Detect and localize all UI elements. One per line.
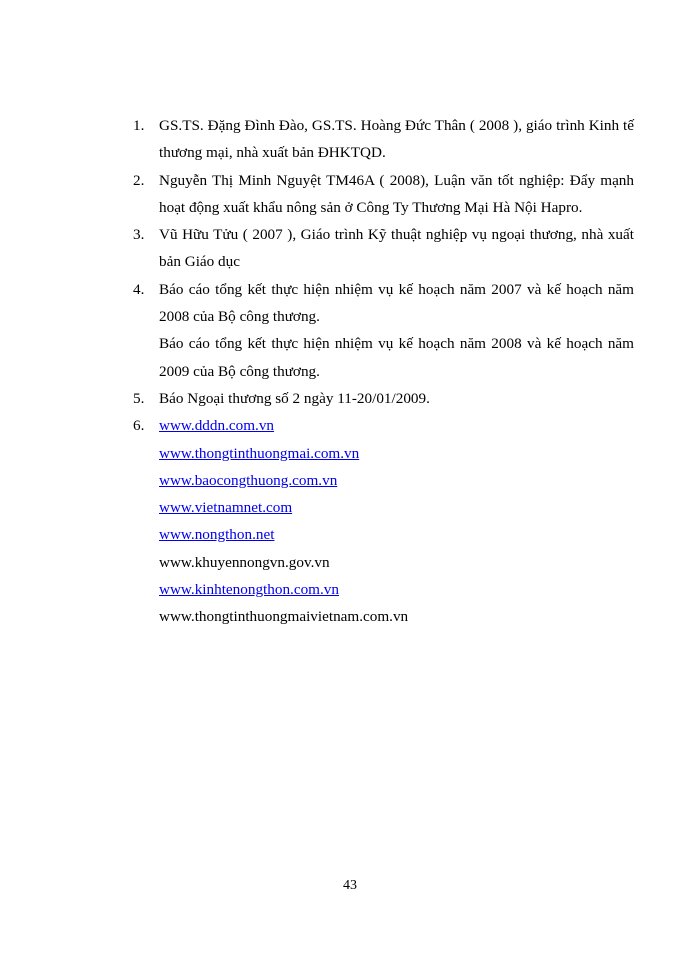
- website-link-vietnamnet[interactable]: www.vietnamnet.com: [159, 499, 293, 517]
- reference-number: 4.: [133, 280, 145, 298]
- reference-text: Nguyễn Thị Minh Nguyệt TM46A ( 2008), Luận văn tốt nghiệp: Đẩy mạnh hoạt động xuất khẩu nông sản ở Công Ty Thương Mại Hà Nội Hapro.: [159, 171, 634, 216]
- reference-item-5: [133, 385, 634, 412]
- reference-number: 3.: [133, 226, 145, 244]
- reference-number: 5.: [133, 389, 145, 407]
- reference-item-4: [133, 276, 634, 385]
- reference-text: Vũ Hữu Tửu ( 2007 ), Giáo trình Kỹ thuật nghiệp vụ ngoại thương, nhà xuất bản Giáo dục: [159, 226, 634, 271]
- reference-item-6: [133, 412, 634, 630]
- reference-item-1: [133, 112, 634, 167]
- reference-item-2: [133, 167, 634, 222]
- website-text-khuyennongvn: www.khuyennongvn.gov.vn: [159, 553, 330, 571]
- reference-text: GS.TS. Đặng Đình Đào, GS.TS. Hoàng Đức Thân ( 2008 ), giáo trình Kinh tế thương mại, nhà xuất bản ĐHKTQD.: [159, 117, 634, 162]
- website-link-baocongthuong[interactable]: www.baocongthuong.com.vn: [159, 471, 338, 489]
- website-link-dddn[interactable]: www.dddn.com.vn: [159, 417, 275, 435]
- page-number: 43: [343, 878, 357, 893]
- reference-item-3: [133, 221, 634, 276]
- reference-text: Báo cáo tổng kết thực hiện nhiệm vụ kế hoạch năm 2007 và kế hoạch năm 2008 của Bộ công thương.: [159, 280, 634, 326]
- reference-text: Báo Ngoại thương số 2 ngày 11-20/01/2009.: [159, 389, 430, 407]
- reference-number: 1.: [133, 117, 145, 134]
- reference-list: [133, 112, 634, 631]
- website-link-nongthon[interactable]: www.nongthon.net: [159, 526, 275, 544]
- website-link-thongtinthuongmai[interactable]: www.thongtinthuongmai.com.vn: [159, 444, 360, 462]
- reference-extra-text: Báo cáo tổng kết thực hiện nhiệm vụ kế hoạch năm 2008 và kế hoạch năm 2009 của Bộ công thương.: [159, 335, 634, 380]
- reference-number: 6.: [133, 417, 145, 435]
- reference-number: 2.: [133, 171, 145, 189]
- website-link-kinhtenongthon[interactable]: www.kinhtenongthon.com.vn: [159, 581, 339, 599]
- website-text-thongtinthuongmaivietnam: www.thongtinthuongmaivietnam.com.vn: [159, 608, 409, 626]
